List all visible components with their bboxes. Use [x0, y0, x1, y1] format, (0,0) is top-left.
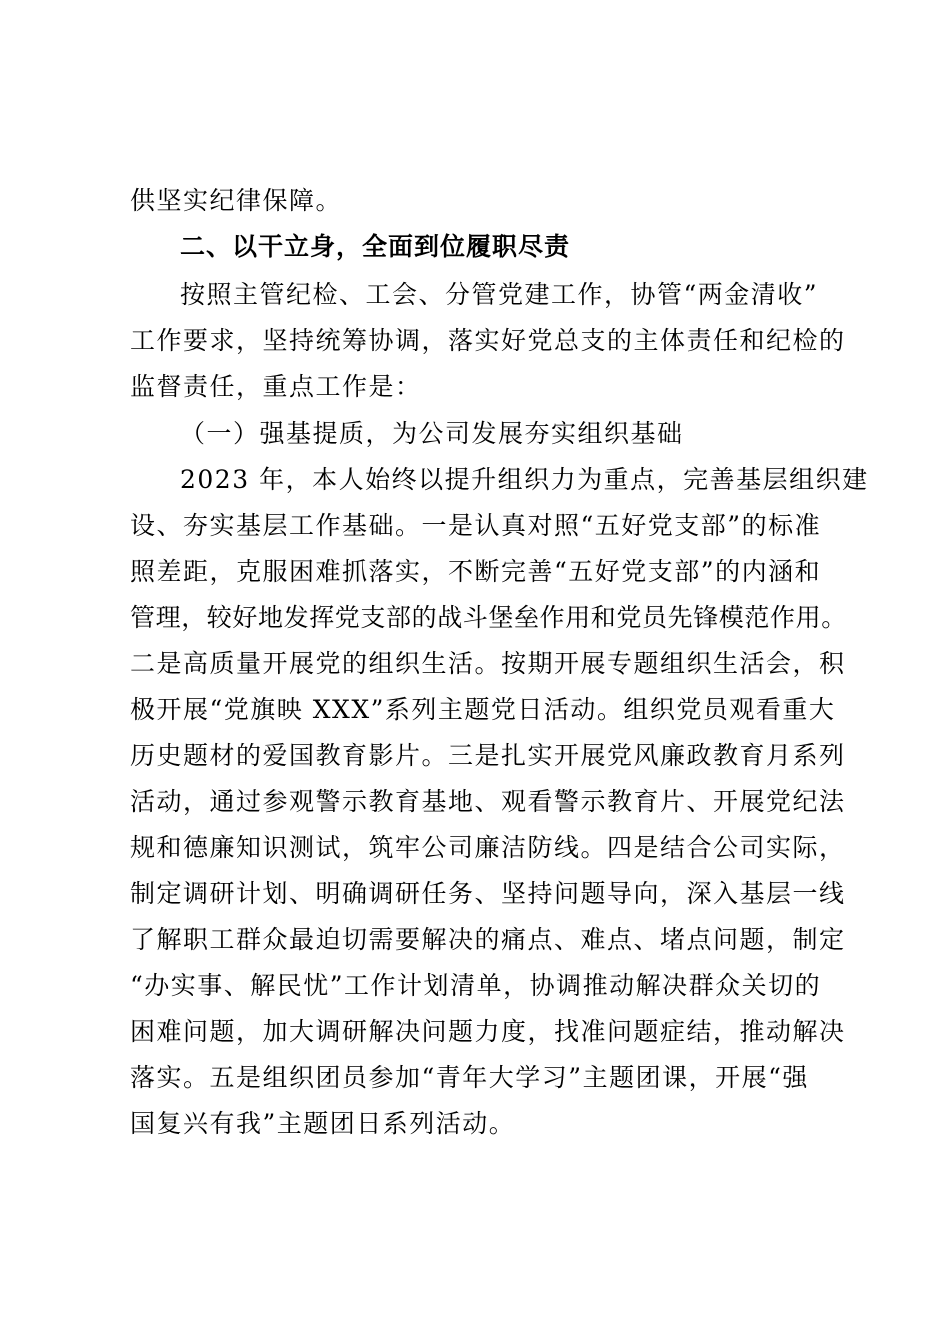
paragraph-line: 管理，较好地发挥党支部的战斗堡垒作用和党员先锋模范作用。: [130, 603, 847, 632]
subsection-heading: （一）强基提质，为公司发展夯实组织基础: [180, 419, 684, 448]
paragraph-line: 活动，通过参观警示教育基地、观看警示教育片、开展党纪法: [130, 787, 846, 816]
paragraph-line: 按照主管纪检、工会、分管党建工作，协管“两金清收”: [180, 280, 819, 309]
paragraph-line: 工作要求，坚持统筹协调，落实好党总支的主体责任和纪检的: [130, 326, 846, 355]
paragraph-line-continuation: 供坚实纪律保障。: [130, 186, 343, 215]
section-heading: 二、以干立身，全面到位履职尽责: [180, 232, 571, 261]
paragraph-line: 困难问题，加大调研解决问题力度，找准问题症结，推动解决: [130, 1017, 846, 1046]
paragraph-line: 极开展“党旗映 XXX”系列主题党日活动。组织党员观看重大: [130, 695, 836, 724]
paragraph-line: 了解职工群众最迫切需要解决的痛点、难点、堵点问题，制定: [130, 925, 846, 954]
paragraph-line: 历史题材的爱国教育影片。三是扎实开展党风廉政教育月系列: [130, 741, 846, 770]
paragraph-line: 监督责任，重点工作是：: [130, 372, 422, 401]
paragraph-line: 2023 年，本人始终以提升组织力为重点，完善基层组织建: [180, 465, 869, 494]
paragraph-line: 设、夯实基层工作基础。一是认真对照“五好党支部”的标准: [130, 511, 822, 540]
paragraph-line: 制定调研计划、明确调研任务、坚持问题导向，深入基层一线: [130, 879, 846, 908]
paragraph-line: 落实。五是组织团员参加“青年大学习”主题团课，开展“强: [130, 1063, 809, 1092]
paragraph-line: 照差距，克服困难抓落实，不断完善“五好党支部”的内涵和: [130, 557, 822, 586]
paragraph-line: “办实事、解民忧”工作计划清单，协调推动解决群众关切的: [130, 971, 822, 1000]
paragraph-line: 二是高质量开展党的组织生活。按期开展专题组织生活会，积: [130, 649, 846, 678]
paragraph-line: 规和德廉知识测试，筑牢公司廉洁防线。四是结合公司实际，: [130, 833, 846, 862]
paragraph-line-end: 国复兴有我”主题团日系列活动。: [130, 1109, 516, 1138]
